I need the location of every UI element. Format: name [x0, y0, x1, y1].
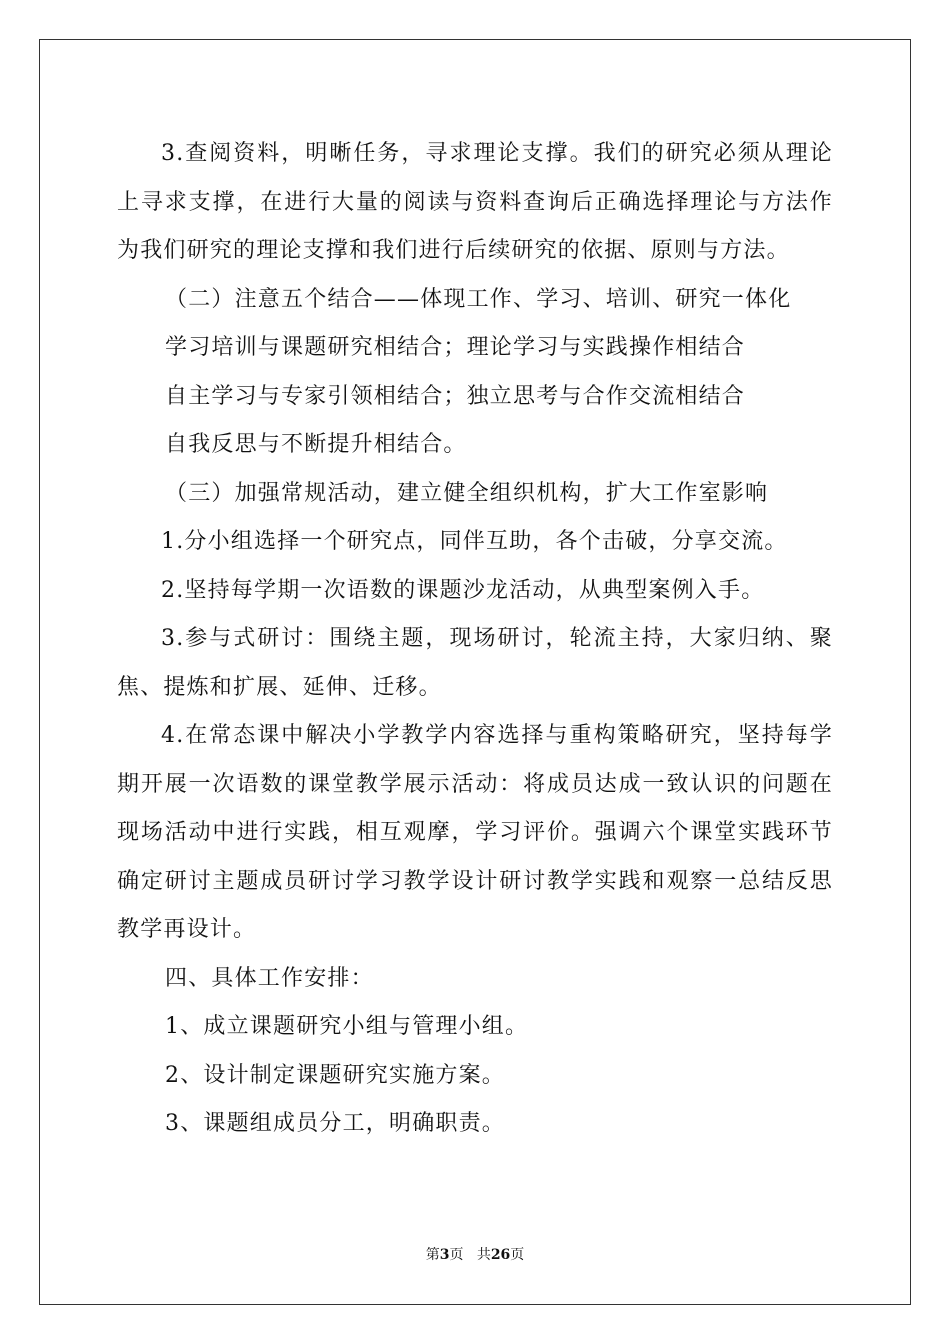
activity-item-3: 3.参与式研讨：围绕主题，现场研讨，轮流主持，大家归纳、聚焦、提炼和扩展、延伸、迁移。	[117, 626, 833, 700]
footer-page-unit: 页	[449, 1247, 464, 1263]
page-footer	[0, 1244, 950, 1264]
arrangement-step-1: 1、成立课题研究小组与管理小组。	[165, 1014, 529, 1039]
document-body	[117, 130, 833, 1149]
current-page-number: 3	[439, 1247, 450, 1263]
activity-item-1: 1.分小组选择一个研究点，同伴互助，各个击破，分享交流。	[161, 529, 788, 554]
section-heading-work-arrangement: 四、具体工作安排：	[165, 965, 374, 991]
combination-line-2: 自主学习与专家引领相结合；独立思考与合作交流相结合	[165, 383, 746, 409]
arrangement-step-3: 3、课题组成员分工，明确职责。	[165, 1111, 505, 1136]
total-page-count: 26	[490, 1247, 511, 1263]
arrangement-step-2: 2、设计制定课题研究实施方案。	[165, 1062, 505, 1088]
combination-line-3: 自我反思与不断提升相结合。	[165, 432, 467, 457]
footer-total-prefix: 共	[476, 1247, 491, 1263]
footer-prefix: 第	[425, 1247, 440, 1263]
activity-item-4: 4.在常态课中解决小学教学内容选择与重构策略研究，坚持每学期开展一次语数的课堂教学展示活动：将成员达成一致认识的问题在现场活动中进行实践，相互观摩，学习评价。强调六个课堂实践环节确定研讨主题成员研讨学习教学设计研讨教学实践和观察一总结反思教学再设计。	[117, 723, 833, 942]
footer-total-unit: 页	[510, 1247, 525, 1263]
section-heading-routine-activities: （三）加强常规活动，建立健全组织机构，扩大工作室影响	[165, 480, 769, 506]
activity-item-2: 2.坚持每学期一次语数的课题沙龙活动，从典型案例入手。	[161, 577, 765, 603]
paragraph-research-support: 3.查阅资料，明晰任务，寻求理论支撑。我们的研究必须从理论上寻求支撑，在进行大量的阅读与资料查询后正确选择理论与方法作为我们研究的理论支撑和我们进行后续研究的依据、原则与方法。	[117, 141, 833, 263]
combination-line-1: 学习培训与课题研究相结合；理论学习与实践操作相结合	[165, 335, 746, 360]
section-heading-five-combinations: （二）注意五个结合——体现工作、学习、培训、研究一体化	[165, 286, 792, 312]
